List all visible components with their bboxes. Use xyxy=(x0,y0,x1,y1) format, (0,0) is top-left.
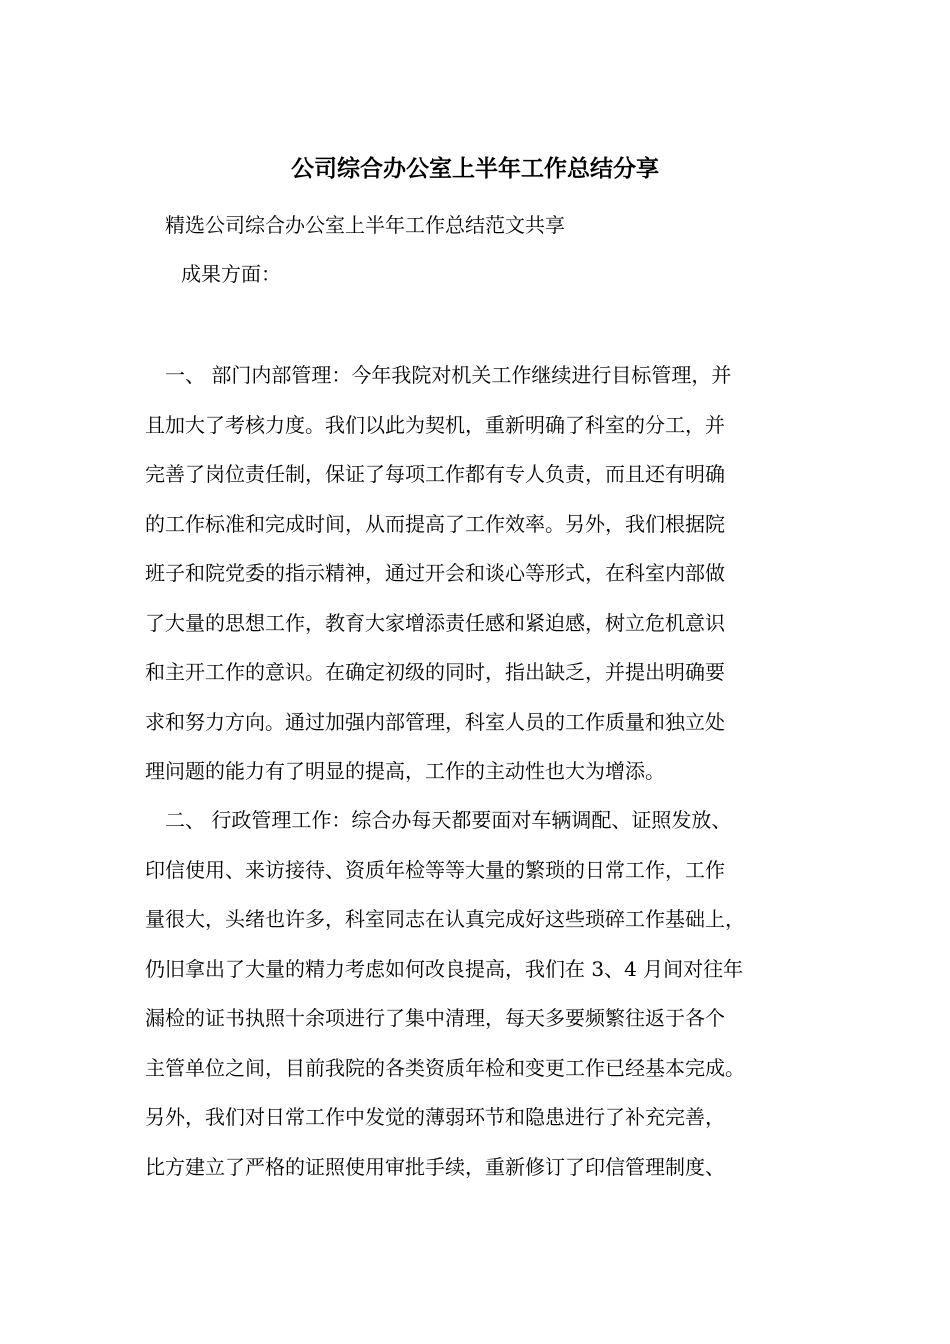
paragraph-line: 班子和院党委的指示精神，通过开会和谈心等形式，在科室内部做 xyxy=(145,561,725,585)
paragraph-line: 且加大了考核力度。我们以此为契机，重新明确了科室的分工，并 xyxy=(145,412,725,437)
paragraph-line: 二、 行政管理工作：综合办每天都要面对车辆调配、证照发放、 xyxy=(165,808,732,832)
paragraph-line: 求和努力方向。通过加强内部管理，科室人员的工作质量和独立处 xyxy=(145,709,725,734)
paragraph-line: 仍旧拿出了大量的精力考虑如何改良提高，我们在 3、4 月间对往年 xyxy=(145,956,744,981)
paragraph-line: 比方建立了严格的证照使用审批手续，重新修订了印信管理制度、 xyxy=(145,1154,725,1179)
paragraph-department-management xyxy=(145,358,825,804)
paragraph-line: 了大量的思想工作，教育大家增添责任感和紧迫感，树立危机意识 xyxy=(145,610,725,635)
paragraph-line: 印信使用、来访接待、资质年检等等大量的繁琐的日常工作，工作 xyxy=(145,857,725,882)
paragraph-line: 完善了岗位责任制，保证了每项工作都有专人负责，而且还有明确 xyxy=(145,462,725,486)
paragraph-line: 的工作标准和完成时间，从而提高了工作效率。另外，我们根据院 xyxy=(145,511,725,536)
paragraph-line: 主管单位之间，目前我院的各类资质年检和变更工作已经基本完成。 xyxy=(145,1055,745,1080)
paragraph-line: 量很大，头绪也许多，科室同志在认真完成好这些琐碎工作基础上， xyxy=(145,907,745,931)
paragraph-line: 另外，我们对日常工作中发觉的薄弱环节和隐患进行了补充完善， xyxy=(145,1105,725,1129)
document-subtitle: 精选公司综合办公室上半年工作总结范文共享 xyxy=(165,213,565,237)
paragraph-line: 理问题的能力有了明显的提高，工作的主动性也大为增添。 xyxy=(145,759,665,783)
paragraph-administrative-management xyxy=(145,803,825,1199)
section-heading: 成果方面： xyxy=(181,262,281,286)
document-title: 公司综合办公室上半年工作总结分享 xyxy=(291,156,659,182)
paragraph-line: 一、 部门内部管理：今年我院对机关工作继续进行目标管理，并 xyxy=(165,363,732,387)
paragraph-line: 和主开工作的意识。在确定初级的同时，指出缺乏，并提出明确要 xyxy=(145,660,725,684)
paragraph-line: 漏检的证书执照十余项进行了集中清理，每天多要频繁往返于各个 xyxy=(145,1006,725,1030)
